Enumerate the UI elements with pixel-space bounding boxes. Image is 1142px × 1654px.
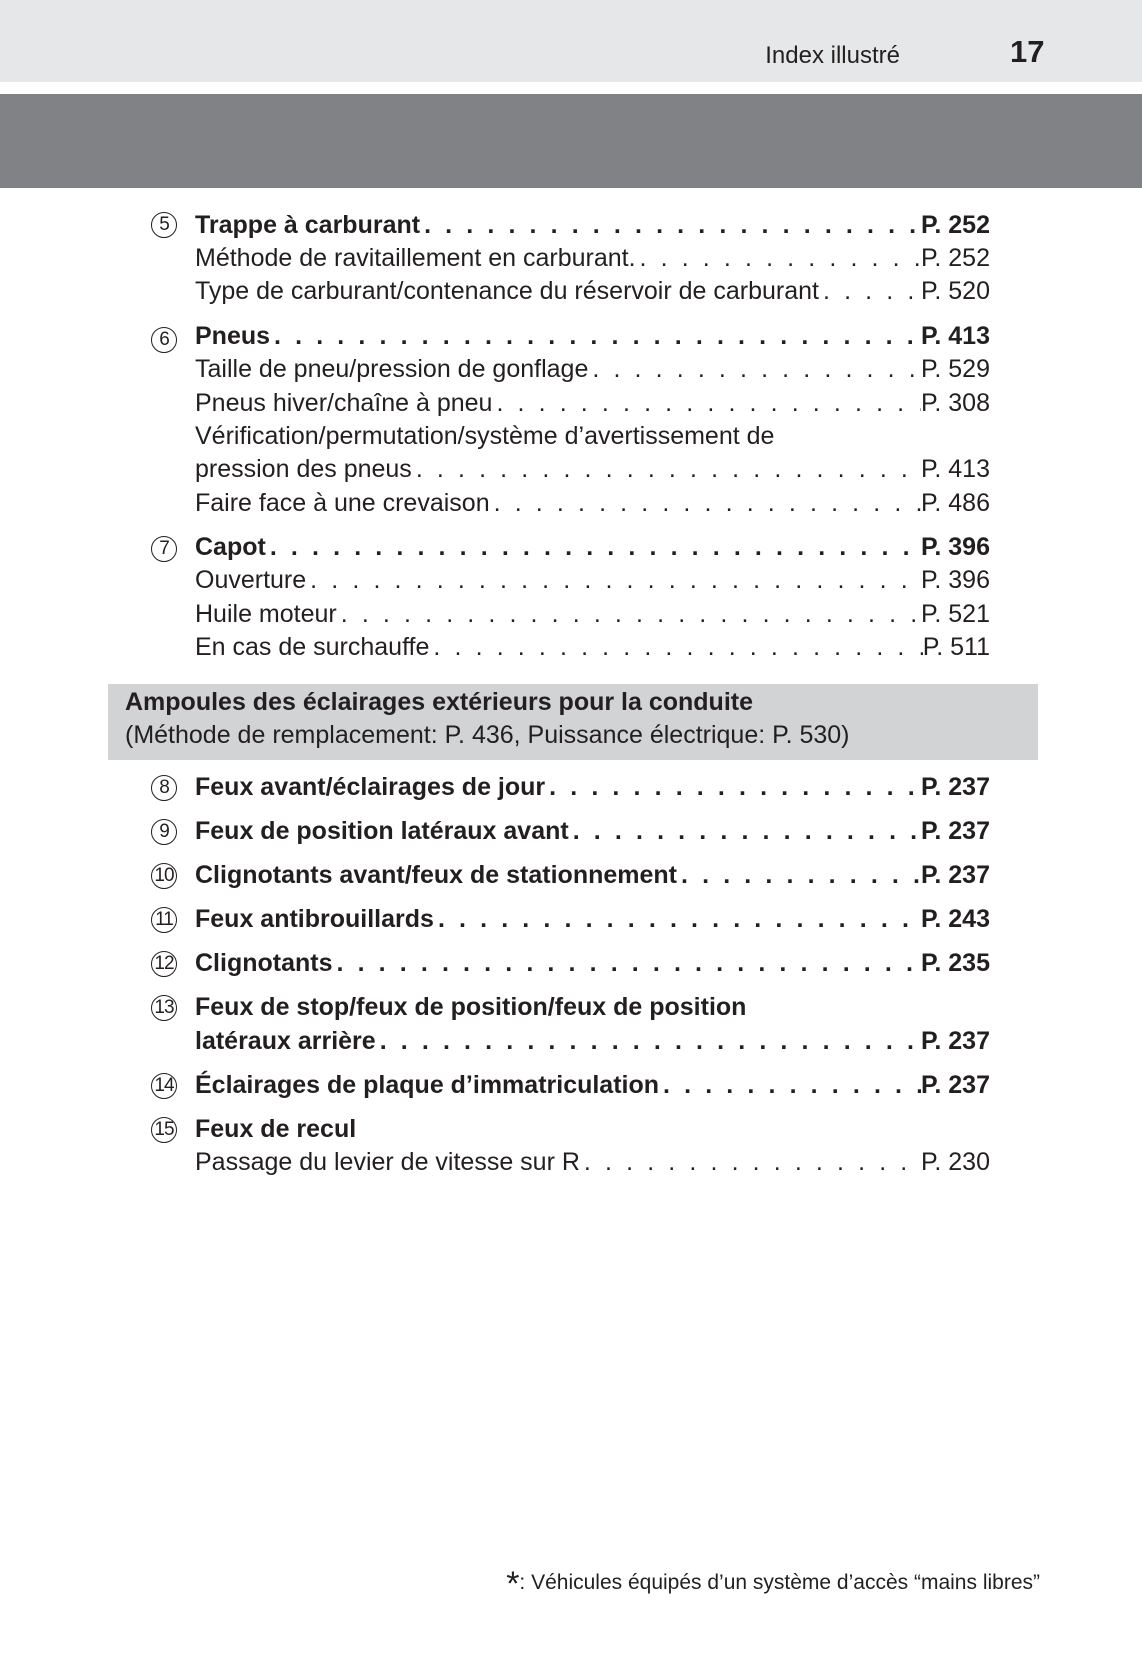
subentry-page: P. 308 <box>920 389 990 417</box>
entry-title: Trappe à carburant <box>195 211 421 239</box>
index-subentry <box>195 597 990 631</box>
subentry-page: P. 230 <box>920 1148 990 1176</box>
index-entry <box>195 946 990 980</box>
index-subentry <box>195 563 990 597</box>
item-number-8: 8 <box>151 775 177 801</box>
index-subentry <box>195 241 990 275</box>
index-subentry <box>195 452 990 486</box>
subentry-text: Type de carburant/contenance du réservoir de carburant <box>195 277 819 305</box>
dot-leader <box>376 1024 921 1058</box>
item-number-11: 11 <box>151 907 177 933</box>
entry-page: P. 396 <box>920 533 990 561</box>
dot-leader <box>434 902 921 936</box>
subentry-text: Taille de pneu/pression de gonflage <box>195 355 589 383</box>
dot-leader <box>588 352 921 386</box>
index-entry <box>195 814 990 848</box>
dot-leader <box>569 814 921 848</box>
index-subentry <box>195 630 990 664</box>
header-dark-band <box>0 94 1142 188</box>
index-subentry-line: Vérification/permutation/système d’avertissement de <box>195 422 775 450</box>
subentry-text: Huile moteur <box>195 600 337 628</box>
section-title: Index illustré <box>765 42 900 69</box>
entry-title: Feux avant/éclairages de jour <box>195 773 546 801</box>
index-subentry <box>195 386 990 420</box>
item-number-15: 15 <box>151 1117 177 1143</box>
dot-leader <box>492 386 921 420</box>
index-entry <box>195 208 990 242</box>
item-number-9: 9 <box>151 819 177 845</box>
subentry-page: P. 486 <box>920 489 990 517</box>
dot-leader <box>412 452 921 486</box>
index-subentry <box>195 1145 990 1179</box>
entry-title: Éclairages de plaque d’immatriculation <box>195 1071 660 1099</box>
subentry-page: P. 511 <box>922 633 990 661</box>
lights-info-box <box>108 684 1038 760</box>
dot-leader <box>545 770 921 804</box>
page-number: 17 <box>1010 34 1045 69</box>
entry-title: Capot <box>195 533 266 561</box>
subentry-page: P. 521 <box>920 600 990 628</box>
index-entry <box>195 770 990 804</box>
dot-leader <box>636 241 921 275</box>
entry-title: Clignotants <box>195 949 333 977</box>
item-number-7: 7 <box>151 536 177 562</box>
subentry-text: Pneus hiver/chaîne à pneu <box>195 389 493 417</box>
index-entry-line: Feux de stop/feux de position/feux de position <box>195 993 747 1021</box>
entry-title: Feux de position latéraux avant <box>195 817 569 845</box>
entry-page: P. 413 <box>920 322 990 350</box>
dot-leader <box>819 274 921 308</box>
dot-leader <box>266 530 921 564</box>
entry-title: latéraux arrière <box>195 1027 376 1055</box>
entry-page: P. 235 <box>920 949 990 977</box>
header-band <box>0 0 1142 82</box>
entry-page: P. 243 <box>920 905 990 933</box>
subentry-text: Passage du levier de vitesse sur R <box>195 1148 580 1176</box>
index-subentry <box>195 486 990 520</box>
entry-title: Feux antibrouillards <box>195 905 434 933</box>
dot-leader <box>429 630 922 664</box>
item-number-5: 5 <box>151 212 177 238</box>
index-entry-line: Feux de recul <box>195 1115 357 1143</box>
item-number-14: 14 <box>151 1073 177 1099</box>
index-entry <box>195 1068 990 1102</box>
item-number-6: 6 <box>151 327 177 353</box>
dot-leader <box>677 858 921 892</box>
dot-leader <box>337 597 921 631</box>
index-subentry <box>195 352 990 386</box>
subentry-text: Ouverture <box>195 566 307 594</box>
dot-leader <box>580 1145 921 1179</box>
index-entry <box>195 530 990 564</box>
subentry-text: Méthode de ravitaillement en carburant. <box>195 244 636 272</box>
header-gap <box>0 82 1142 94</box>
subentry-page: P. 396 <box>920 566 990 594</box>
subentry-text: En cas de surchauffe <box>195 633 430 661</box>
dot-leader <box>306 563 921 597</box>
item-number-10: 10 <box>151 863 177 889</box>
entry-title: Pneus <box>195 322 271 350</box>
entry-page: P. 237 <box>920 861 990 889</box>
dot-leader <box>333 946 921 980</box>
entry-page: P. 237 <box>920 773 990 801</box>
lights-box-subtitle: (Méthode de remplacement: P. 436, Puissance électrique: P. 530) <box>125 721 850 749</box>
entry-page: P. 237 <box>920 1071 990 1099</box>
item-number-12: 12 <box>151 951 177 977</box>
index-entry <box>195 1024 990 1058</box>
index-subentry <box>195 274 990 308</box>
subentry-text: Faire face à une crevaison <box>195 489 490 517</box>
subentry-page: P. 529 <box>920 355 990 383</box>
dot-leader <box>420 208 921 242</box>
dot-leader <box>659 1068 921 1102</box>
item-number-13: 13 <box>151 995 177 1021</box>
entry-page: P. 237 <box>920 1027 990 1055</box>
dot-leader <box>490 486 921 520</box>
index-entry <box>195 319 990 353</box>
subentry-text: pression des pneus <box>195 455 412 483</box>
index-entry <box>195 902 990 936</box>
footnote-text: : Véhicules équipés d’un système d’accès “mains libres” <box>519 1571 1040 1594</box>
dot-leader <box>270 319 921 353</box>
index-entry <box>195 858 990 892</box>
subentry-page: P. 520 <box>920 277 990 305</box>
subentry-page: P. 252 <box>920 244 990 272</box>
lights-box-title: Ampoules des éclairages extérieurs pour la conduite <box>125 688 753 716</box>
entry-title: Clignotants avant/feux de stationnement <box>195 861 678 889</box>
subentry-page: P. 413 <box>920 455 990 483</box>
entry-page: P. 252 <box>920 211 990 239</box>
entry-page: P. 237 <box>920 817 990 845</box>
footnote-asterisk: * <box>506 1565 520 1603</box>
footnote <box>440 1565 1040 1604</box>
